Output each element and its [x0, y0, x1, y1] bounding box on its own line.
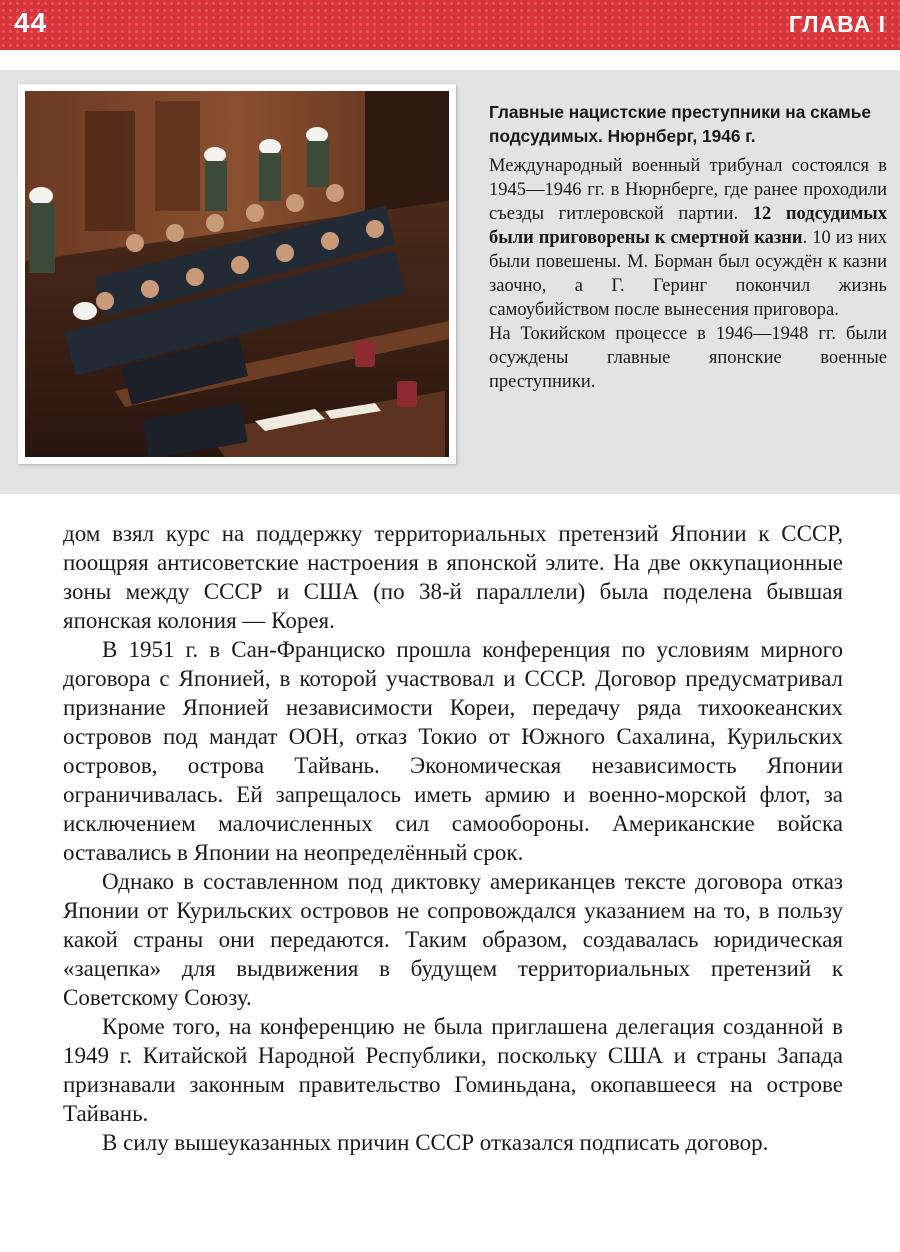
paragraph: дом взял курс на поддержку территориальных претензий Японии к СССР, поощряя антисоветские настроения в японской элите. На две оккупационные зоны между СССР и США (по 38-й параллели) была поделена бывшая японская колония — Корея. [63, 521, 843, 633]
nuremberg-trial-photo [18, 84, 456, 464]
caption-text-part2: . 10 из них были повешены. М. Борман был осуждён к казни заочно, а Г. Геринг покончил жизнь самоубийством после вынесения приговора. [489, 228, 887, 320]
caption-text-part1: Международный военный трибунал состоялся в 1945—1946 гг. в Нюрнберге, где ранее проходили съезды гитлеровской партии. [489, 156, 887, 224]
paragraph: В 1951 г. в Сан-Франциско прошла конференция по условиям мирного договора с Японией, в которой участвовал и СССР. Договор предусматривал признание Японией независимости Кореи, передачу ряда тихоокеанских островов под мандат ООН, отказ Токио от Южного Сахалина, Курильских островов, острова Тайвань. Экономическая независимость Японии ограничивалась. Ей запрещалось иметь армию и военно-морской флот, за исключением малочисленных сил самообороны. Американские войска оставались в Японии на неопределённый срок. [63, 637, 843, 865]
photo-caption [489, 100, 887, 394]
caption-title: Главные нацистские преступники на скамье подсудимых. Нюрнберг, 1946 г. [489, 102, 872, 146]
photo-caption-box [0, 70, 900, 494]
courtroom-illustration [25, 91, 449, 457]
caption-text [489, 154, 887, 322]
main-text [63, 519, 843, 1157]
caption-text-tokyo: На Токийском процессе в 1946—1948 гг. были осуждены главные японские военные преступники. [489, 324, 887, 392]
paragraph: Кроме того, на конференцию не была приглашена делегация созданной в 1949 г. Китайской Народной Республики, поскольку США и страны Запада признавали законным правительство Гоминьдана, окопавшееся на острове Тайвань. [63, 1014, 843, 1126]
header-gap [0, 50, 900, 70]
chapter-label: ГЛАВА I [788, 11, 886, 37]
page-header [0, 0, 900, 50]
caption-text-bold: 12 подсудимых были приговорены к смертной казни [489, 204, 887, 248]
page-number: 44 [14, 7, 48, 38]
paragraph: В силу вышеуказанных причин СССР отказался подписать договор. [102, 1130, 769, 1155]
paragraph: Однако в составленном под диктовку американцев тексте договора отказ Японии от Курильских островов не сопровождался указанием на то, в пользу какой страны они передаются. Таким образом, создавалась юридическая «зацепка» для выдвижения в будущем территориальных претензий к Советскому Союзу. [63, 869, 843, 1010]
